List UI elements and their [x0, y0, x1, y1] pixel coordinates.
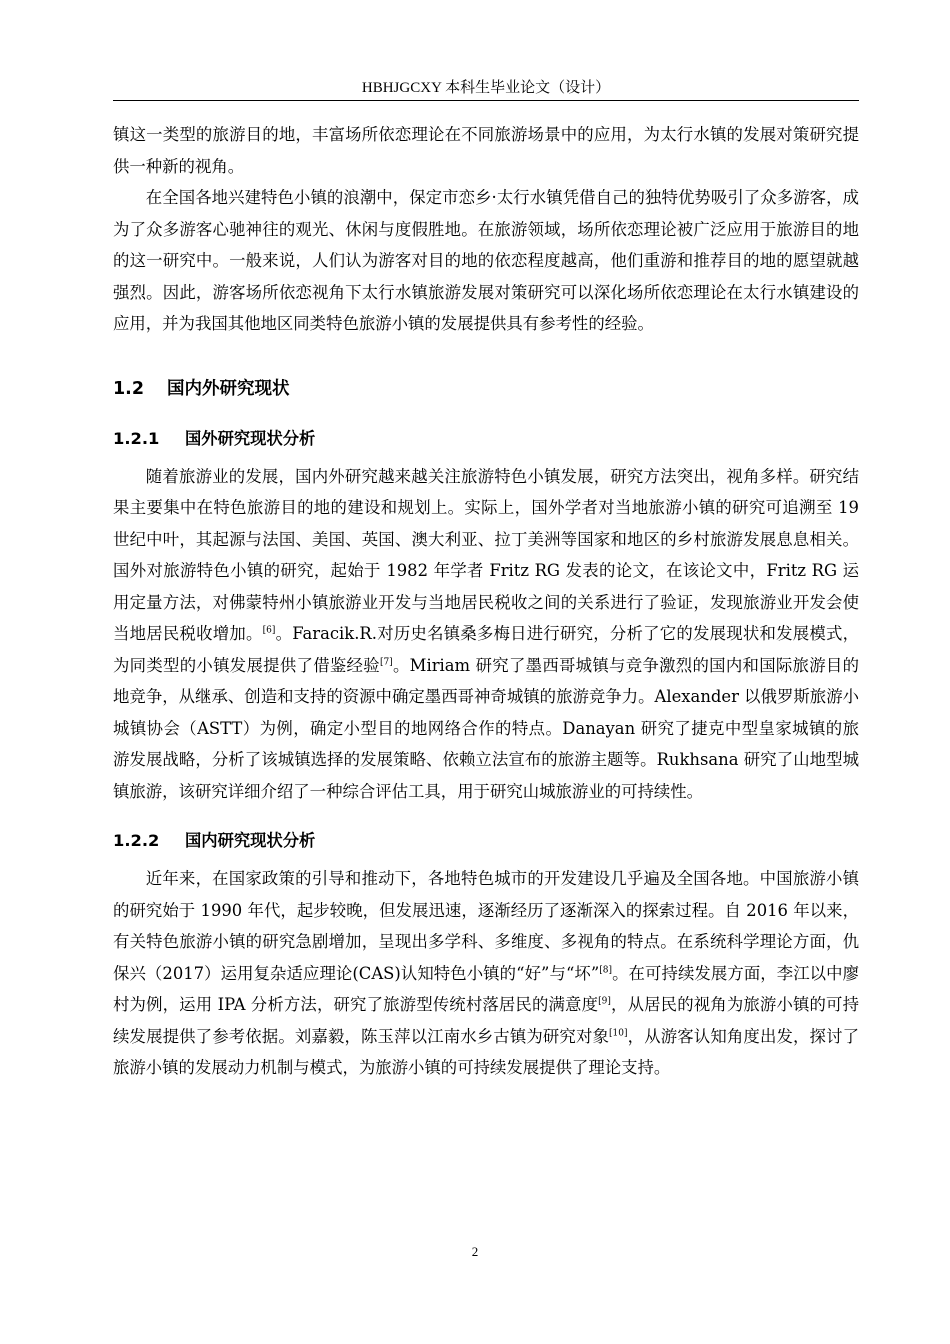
subsection-heading-domestic	[113, 829, 859, 853]
citation-ref: [6]	[262, 625, 276, 636]
text-run: ，从居民的视角为旅游小镇的可持续发展提供了参考依据。刘嘉毅，陈玉萍以江南水乡古镇为研究对象	[113, 995, 859, 1046]
section-number: 1.2	[113, 378, 145, 399]
section-heading	[113, 376, 859, 402]
running-header: HBHJGCXY 本科生毕业论文（设计）	[361, 80, 611, 96]
text-run: 。Miriam 研究了墨西哥城镇与竞争激烈的国内和国际旅游目的地竞争，从继承、创造和支持的资源中确定墨西哥神奇城镇的旅游竞争力。Alexander 以俄罗斯旅游小城镇协会（ASTT）为例，确定小型目的地网络合作的特点。Danayan 研究了捷克中型皇家城镇的旅游发展战略，分析了该城镇选择的发展策略、依赖立法宣布的旅游主题等。Rukhsana 研究了山地型城镇旅游，该研究详细介绍了一种综合评估工具，用于研究山城旅游业的可持续性。	[113, 655, 859, 801]
text-run: ，从游客认知角度出发，探讨了旅游小镇的发展动力机制与模式，为旅游小镇的可持续发展提供了理论支持。	[113, 1026, 860, 1077]
paragraph-intro-continued: 镇这一类型的旅游目的地，丰富场所依恋理论在不同旅游场景中的应用，为太行水镇的发展对策研究提供一种新的视角。	[113, 125, 859, 176]
paragraph-intro: 在全国各地兴建特色小镇的浪潮中，保定市恋乡·太行水镇凭借自己的独特优势吸引了众多游客，成为了众多游客心驰神往的观光、休闲与度假胜地。在旅游领域，场所依恋理论被广泛应用于旅游目的地的这一研究中。一般来说，人们认为游客对目的地的依恋程度越高，他们重游和推荐目的地的愿望就越强烈。因此，游客场所依恋视角下太行水镇旅游发展对策研究可以深化场所依恋理论在太行水镇建设的应用，并为我国其他地区同类特色旅游小镇的发展提供具有参考性的经验。	[113, 188, 859, 333]
page-body	[113, 119, 859, 1084]
header-rule	[113, 100, 859, 101]
subsection-number: 1.2.1	[113, 428, 160, 448]
text-run: 。Faracik.R.对历史名镇桑多梅日进行研究，分析了它的发展现状和发展模式，为同类型的小镇发展提供了借鉴经验	[113, 624, 859, 675]
subsection-number: 1.2.2	[113, 831, 160, 850]
subsection-title: 国内研究现状分析	[185, 831, 316, 850]
text-run: 。在可持续发展方面，李江以中廖村为例，运用 IPA 分析方法，研究了旅游型传统村落居民的满意度	[113, 963, 860, 1014]
paragraph-foreign-research	[113, 461, 859, 808]
text-run: 近年来，在国家政策的引导和推动下，各地特色城市的开发建设几乎遍及全国各地。中国旅游小镇的研究始于 1990 年代，起步较晚，但发展迅速，逐渐经历了逐渐深入的探索过程。自 2016 年以来，有关特色旅游小镇的研究急剧增加，呈现出多学科、多维度、多视角的特点。在系统科学理论方面，仇保兴（2017）运用复杂适应理论(CAS)认知特色小镇的“好”与“坏”	[113, 869, 859, 983]
page-number: 2	[471, 1244, 479, 1259]
paragraph-domestic-research	[113, 863, 859, 1084]
section-title: 国内外研究现状	[167, 378, 290, 399]
citation-ref: [8]	[599, 965, 613, 976]
subsection-title: 国外研究现状分析	[185, 428, 316, 448]
citation-ref: [7]	[379, 657, 393, 668]
citation-ref: [10]	[609, 1028, 628, 1039]
subsection-heading-foreign	[113, 427, 859, 451]
text-run: 随着旅游业的发展，国内外研究越来越关注旅游特色小镇发展，研究方法突出，视角多样。研究结果主要集中在特色旅游目的地的建设和规划上。实际上，国外学者对当地旅游小镇的研究可追溯至 19 世纪中叶，其起源与法国、美国、英国、澳大利亚、拉丁美洲等国家和地区的乡村旅游发展息息相关。国外对旅游特色小镇的研究，起始于 1982 年学者 Fritz RG 发表的论文，在该论文中，Fritz RG 运用定量方法，对佛蒙特州小镇旅游业开发与当地居民税收之间的关系进行了验证，发现旅游业开发会使当地居民税收增加。	[113, 466, 859, 643]
citation-ref: [9]	[598, 996, 611, 1007]
